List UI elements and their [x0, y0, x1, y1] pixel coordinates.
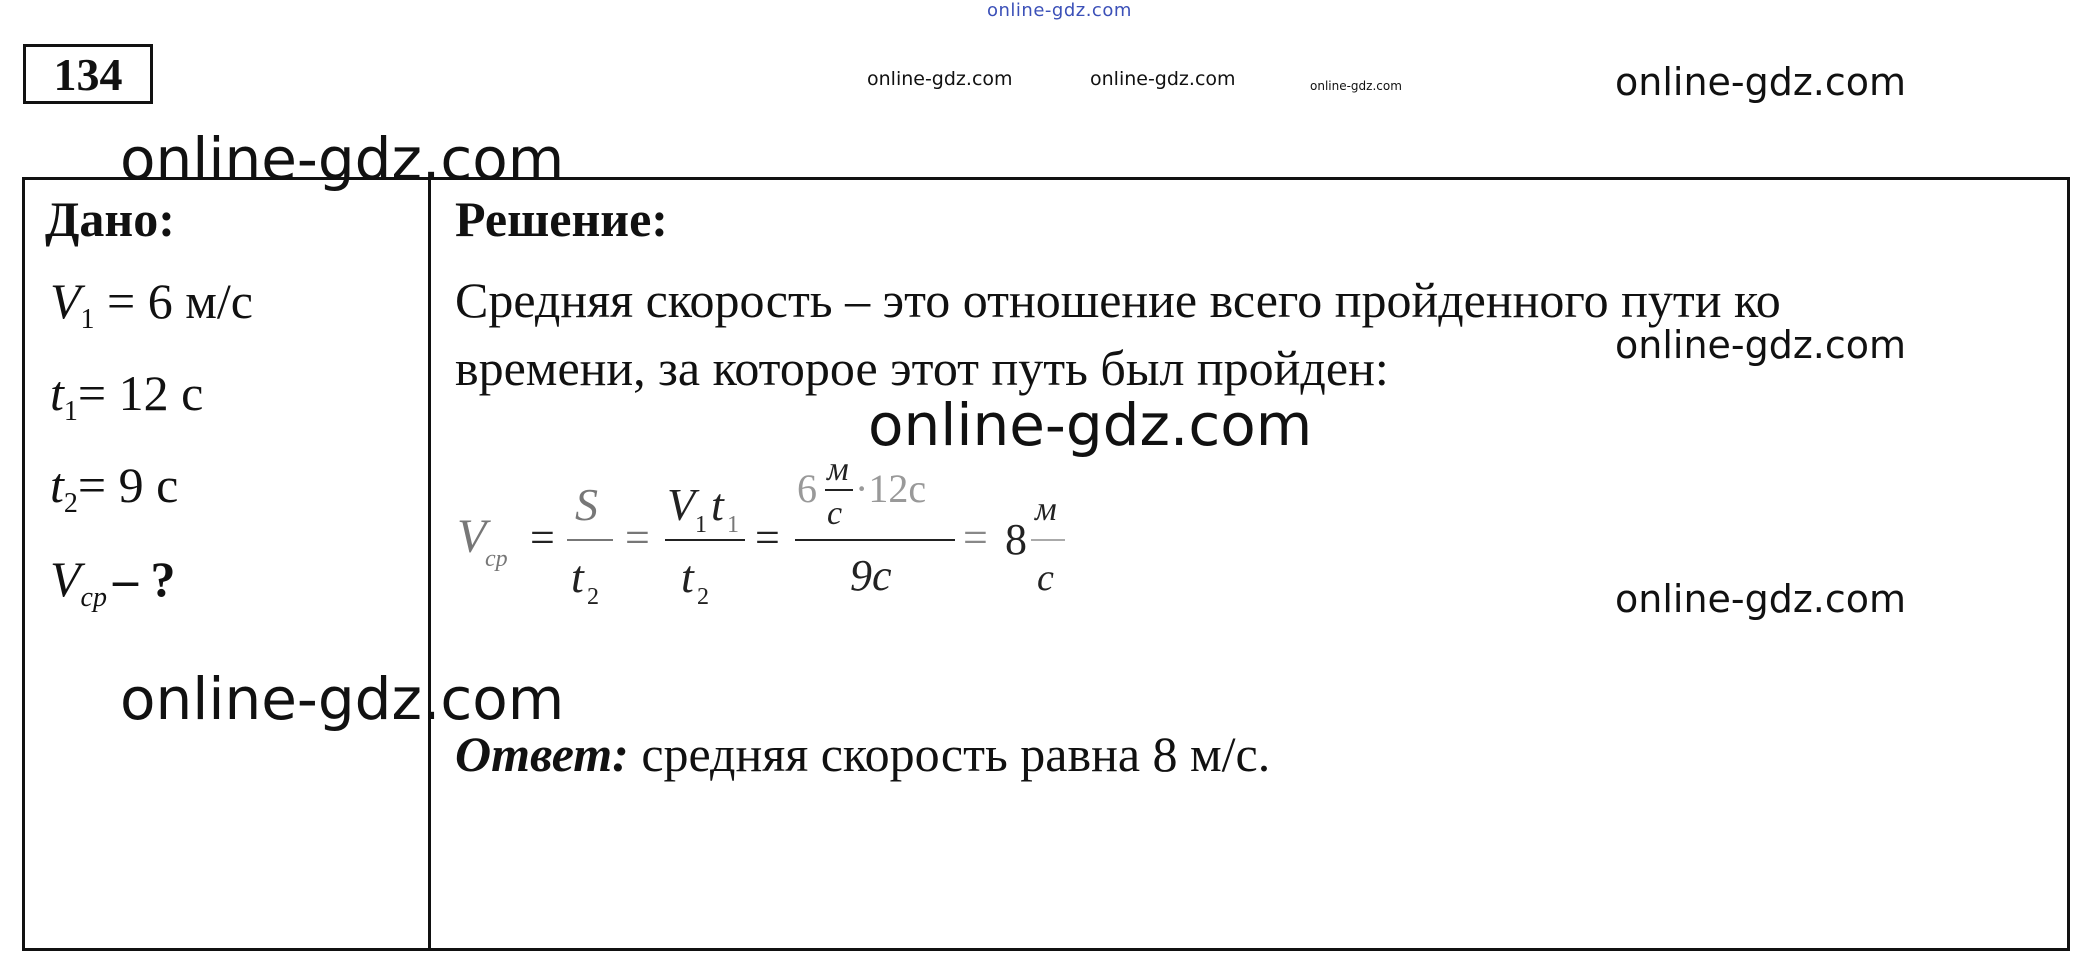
watermark-large: online-gdz.com — [120, 665, 565, 733]
given-vcp — [50, 550, 175, 614]
formula-lhs: V — [457, 510, 487, 563]
average-speed-formula — [455, 451, 1105, 640]
formula-frac2-num-v-sub: 1 — [695, 512, 707, 538]
given-t2 — [50, 456, 178, 520]
watermark-large: online-gdz.com — [868, 391, 1313, 459]
solution-text-line-2: времени, за которое этот путь был пройден: — [455, 340, 1389, 396]
watermark-medium: online-gdz.com — [1615, 323, 1907, 367]
answer-label: Ответ: — [455, 726, 629, 782]
formula-result-unit-den: с — [1037, 557, 1054, 599]
given-t2-value: = 9 с — [77, 457, 179, 513]
formula-eq-1: = — [530, 513, 555, 562]
formula-result: 8 — [1005, 515, 1027, 564]
answer — [455, 725, 1270, 783]
given-v1-value: = 6 м/с — [94, 273, 253, 329]
formula-frac2-den: t — [681, 551, 694, 602]
formula-eq-4: = — [963, 513, 988, 562]
formula-eq-2: = — [625, 513, 650, 562]
formula-frac2-num-t: t — [711, 479, 724, 530]
given-v1-symbol: V — [50, 273, 81, 329]
watermark-small: online-gdz.com — [867, 68, 1013, 90]
given-heading: Дано: — [45, 191, 175, 247]
formula-frac3-num-b: ·12с — [855, 466, 927, 511]
formula-frac2-den-sub: 2 — [697, 584, 709, 610]
formula-svg — [455, 451, 1105, 640]
given-t1-symbol: t — [50, 365, 64, 421]
problem-number: 134 — [23, 44, 153, 104]
given-t1-value: = 12 с — [77, 365, 204, 421]
formula-frac2-num-t-sub: 1 — [727, 512, 739, 538]
watermark-tiny: online-gdz.com — [1310, 79, 1402, 93]
given-vcp-symbol: V — [50, 551, 81, 607]
formula-eq-3: = — [755, 513, 780, 562]
formula-frac2-num-v: V — [667, 479, 696, 530]
formula-frac1-den: t — [571, 551, 584, 602]
solution-text-line-1: Средняя скорость – это отношение всего пройденного пути ко — [455, 272, 1781, 328]
watermark-medium: online-gdz.com — [1615, 577, 1907, 621]
given-t2-symbol: t — [50, 457, 64, 513]
watermark-top[interactable]: online-gdz.com — [987, 0, 1132, 21]
formula-frac3-num-a: 6 — [797, 466, 817, 511]
given-v1 — [50, 272, 253, 336]
formula-frac3-unit-num: м — [827, 451, 849, 488]
column-divider — [428, 177, 431, 951]
watermark-small: online-gdz.com — [1090, 68, 1236, 90]
watermark-medium: online-gdz.com — [1615, 60, 1907, 104]
formula-frac3-unit-den: с — [827, 495, 843, 532]
formula-frac1-den-sub: 2 — [587, 584, 599, 610]
given-vcp-sub: ср — [80, 582, 107, 613]
answer-text: средняя скорость равна 8 м/с. — [628, 726, 1271, 782]
given-v1-sub: 1 — [80, 304, 95, 335]
given-t1 — [50, 364, 203, 428]
given-t1-sub: 1 — [63, 396, 78, 427]
formula-lhs-sub: ср — [485, 546, 508, 572]
solution-heading: Решение: — [455, 191, 668, 247]
given-t2-sub: 2 — [63, 488, 78, 519]
formula-result-unit-num: м — [1035, 491, 1057, 528]
watermark-large: online-gdz.com — [120, 125, 565, 193]
formula-frac3-den: 9с — [850, 551, 892, 600]
formula-frac1-num: S — [575, 479, 598, 530]
given-vcp-value: – ? — [112, 551, 176, 607]
